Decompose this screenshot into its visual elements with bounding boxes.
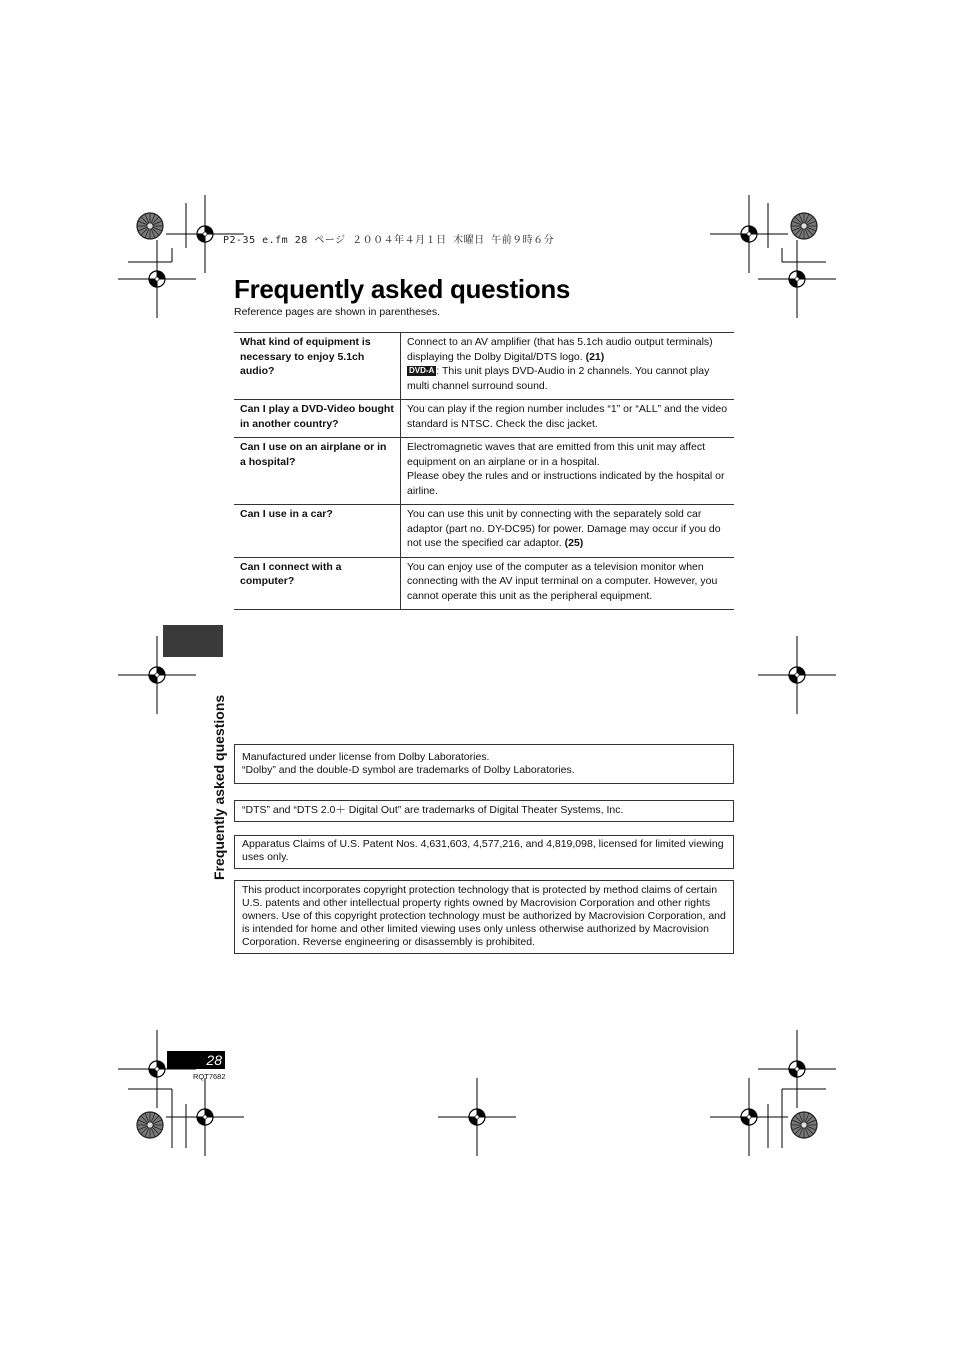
notice-text: “DTS” and “DTS 2.0＋ Digital Out” are trademarks of Digital Theater Systems, Inc. <box>242 804 624 816</box>
faq-row <box>234 505 734 558</box>
faq-row <box>234 400 734 438</box>
faq-answer-text: Connect to an AV amplifier (that has 5.1ch audio output terminals) displaying the Dolby Digital/DTS logo. <box>407 336 713 363</box>
document-code: RQT7682 <box>193 1072 226 1081</box>
patent-notice <box>234 835 734 869</box>
faq-answer <box>401 505 735 558</box>
notice-text: Apparatus Claims of U.S. Patent Nos. 4,631,603, 4,577,216, and 4,819,098, licensed for limited viewing uses only. <box>242 838 724 863</box>
notice-text: Manufactured under license from Dolby Laboratories. <box>242 751 490 763</box>
faq-table <box>234 332 734 610</box>
faq-question: Can I play a DVD-Video bought in another country? <box>234 400 401 438</box>
side-section-label: Frequently asked questions <box>211 694 227 880</box>
dvd-audio-badge: DVD-A <box>409 366 435 375</box>
faq-row <box>234 438 734 505</box>
faq-question: Can I use on an airplane or in a hospital? <box>234 438 401 505</box>
notice-text: “Dolby” and the double-D symbol are trademarks of Dolby Laboratories. <box>242 764 575 776</box>
faq-question: Can I connect with a computer? <box>234 557 401 610</box>
page-subtitle: Reference pages are shown in parentheses. <box>234 306 441 318</box>
faq-answer: You can play if the region number includes “1” or “ALL” and the video standard is NTSC. Check the disc jacket. <box>401 400 735 438</box>
page-reference: (25) <box>564 537 584 549</box>
faq-answer-text: : This unit plays DVD-Audio in 2 channels. You cannot play multi channel surround sound. <box>407 365 710 392</box>
page-title: Frequently asked questions <box>234 274 571 304</box>
faq-answer-text: You can use this unit by connecting with the separately sold car adaptor (part no. DY-DC95) for power. Damage may occur if you do not use the specified car adaptor. <box>407 508 721 549</box>
faq-answer-text: Electromagnetic waves that are emitted from this unit may affect equipment on an airplane or in a hospital. <box>407 441 706 468</box>
faq-answer-text: Please obey the rules and or instructions indicated by the hospital or airline. <box>407 470 725 497</box>
faq-answer <box>401 438 735 505</box>
macrovision-notice <box>234 880 734 954</box>
faq-answer: You can enjoy use of the computer as a television monitor when connecting with the AV input terminal on a computer. However, you cannot operate this unit as the peripheral equipment. <box>401 557 735 610</box>
dts-notice <box>234 800 734 822</box>
faq-row <box>234 557 734 610</box>
file-info-header: P2-35 e.fm 28 ページ ２００４年４月１日 木曜日 午前９時６分 <box>223 235 555 246</box>
section-tab-marker <box>163 625 223 657</box>
faq-question: Can I use in a car? <box>234 505 401 558</box>
faq-answer <box>401 333 735 400</box>
faq-question: What kind of equipment is necessary to enjoy 5.1ch audio? <box>234 333 401 400</box>
page-reference: (21) <box>585 350 605 363</box>
dolby-notice <box>234 744 734 784</box>
faq-row <box>234 333 734 400</box>
page-number: 28 <box>167 1051 225 1069</box>
notice-text: This product incorporates copyright protection technology that is protected by method claims of certain U.S. patents and other intellectual property rights owned by Macrovision Corporation and other rights owners. Use of this copyright protection technology must be authorized by Macrovision Corporation, and is intended for home and other limited viewing uses only unless otherwise authorized by Macrovision Corporation. Reverse engineering or disassembly is prohibited. <box>242 884 726 948</box>
